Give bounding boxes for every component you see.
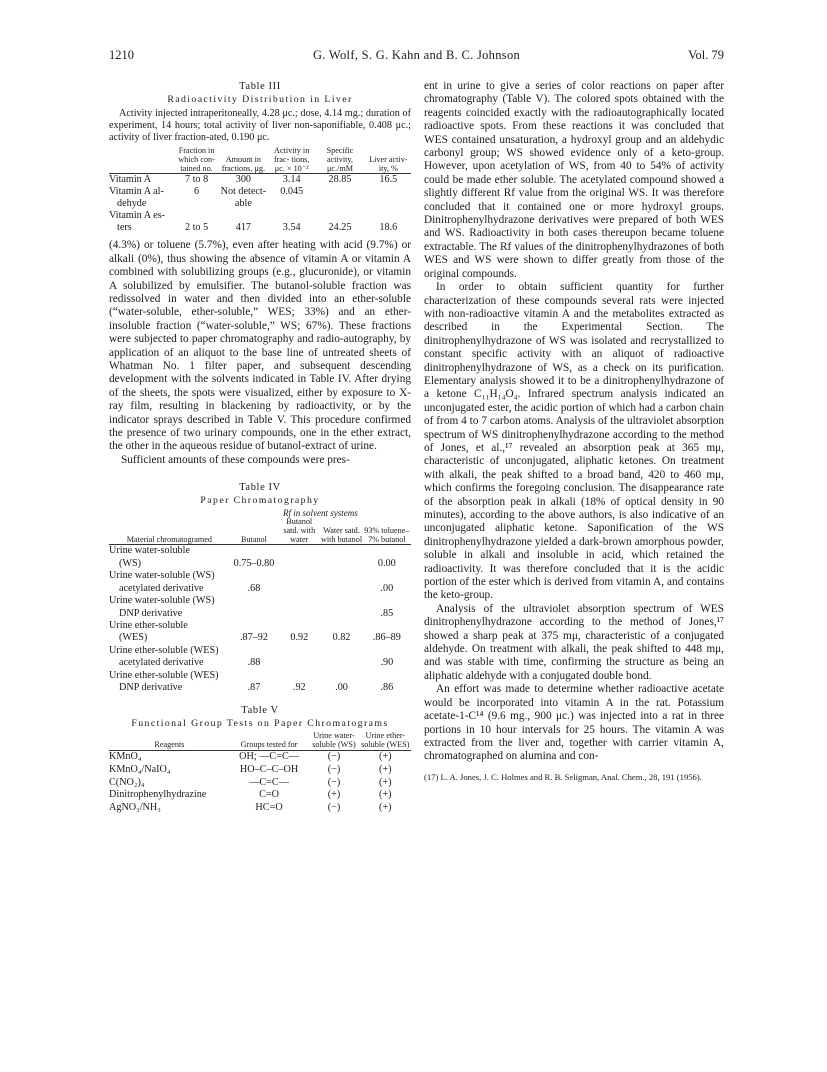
table-cell: 417 bbox=[235, 221, 251, 233]
table-cell bbox=[278, 608, 320, 620]
table-cell: ters bbox=[117, 221, 132, 233]
table4-subtitle: Paper Chromatography bbox=[200, 495, 320, 507]
table3-header-cell: Fraction in which con- tained no. bbox=[178, 146, 215, 173]
table-cell bbox=[278, 657, 320, 669]
table5-header-cell: Groups tested for bbox=[240, 740, 298, 750]
table-cell: (+) bbox=[327, 789, 341, 801]
table4-title: Table IV bbox=[239, 482, 281, 494]
table-cell bbox=[320, 645, 362, 657]
table-cell: acetylated derivative bbox=[119, 657, 204, 669]
table3-header-cell: Specific activity, μc./mM bbox=[326, 146, 354, 173]
table-cell bbox=[230, 545, 278, 558]
table-cell bbox=[320, 583, 362, 595]
table-cell bbox=[366, 210, 411, 222]
table-cell: (−) bbox=[327, 763, 341, 775]
table-row bbox=[109, 802, 411, 815]
table-row bbox=[109, 789, 411, 802]
table4-header-cell: 93% toluene–7% butanol bbox=[364, 525, 410, 544]
table-row bbox=[109, 620, 411, 632]
table-cell bbox=[320, 545, 362, 558]
table-row bbox=[109, 595, 411, 607]
table5-header-cell: Urine water- soluble (WS) bbox=[312, 731, 356, 750]
table-cell bbox=[320, 670, 362, 682]
table-cell bbox=[320, 570, 362, 582]
table-row bbox=[109, 198, 411, 210]
table-cell: 0.82 bbox=[332, 632, 351, 644]
table3-caption: Activity injected intraperitoneally, 4.28 μc.; dose, 4.14 mg.; duration of experiment, 14 hours; total activity of liver non-saponifiable, 0.408 μc.; activity of liver fraction-ated, 0.190 μc. bbox=[109, 108, 411, 143]
table-cell: (−) bbox=[327, 750, 341, 762]
table-cell: Urine water-soluble (WS) bbox=[109, 570, 215, 582]
table-cell bbox=[278, 670, 320, 682]
table-cell: (+) bbox=[379, 789, 392, 801]
table-row bbox=[109, 210, 411, 222]
table-cell: Urine water-soluble (WS) bbox=[109, 595, 215, 607]
table-cell: AgNO₃/NH₃ bbox=[109, 802, 161, 814]
table-cell bbox=[278, 545, 320, 558]
table-cell: Urine water-soluble bbox=[109, 545, 190, 557]
table-cell bbox=[230, 608, 278, 620]
table-cell: 6 bbox=[194, 186, 200, 198]
right-column bbox=[424, 80, 724, 783]
table-row bbox=[109, 583, 411, 595]
table-cell bbox=[278, 570, 320, 582]
table-cell: 0.00 bbox=[377, 557, 396, 569]
table-cell bbox=[230, 645, 278, 657]
table-cell: .85 bbox=[380, 607, 394, 619]
table-cell: 0.75–0.80 bbox=[233, 557, 275, 569]
table3-header-cell bbox=[109, 147, 175, 174]
table-cell: 16.5 bbox=[379, 174, 398, 186]
table-row bbox=[109, 632, 411, 644]
table-row bbox=[109, 764, 411, 777]
body-paragraph: ent in urine to give a series of color reactions on paper after chromatography (Table V). The colored spots obtained with the reagents coincided exactly with the radioautographically located radioactive spots. From these reactions it was concluded that WES contained unsaturation, a hydroxyl group and an aldehydic carbonyl group; WS showed evidence only of a keto-group. However, upon acetylation of WS, from 40 to 54% of activity could be made ether soluble. The acetylated compound showed a slightly different Rf value from the original WS. It was therefore concluded that it contained one or more hydroxyl groups. Dinitrophenylhydrazone derivatives were prepared of both WES and WS. Radioactivity in both cases thereupon became toluene extractable. The Rf values of the dinitrophenylhydrazones of both WES and WS were shown to differ greatly from those of the original compounds. bbox=[424, 80, 724, 280]
table-cell bbox=[218, 210, 269, 222]
table-cell: (+) bbox=[379, 750, 392, 762]
table-row bbox=[109, 570, 411, 582]
body-paragraph: (4.3%) or toluene (5.7%), even after heating with acid (9.7%) or alkali (0%), thus showing the absence of vitamin A or vitamin A combined with solubilizing groups (e.g., glucuronide), or vitamin A solubilized by emulsifier. The butanol-soluble fraction was redissolved in water and then divided into an ether-soluble (“water-soluble, ether-soluble,” WES; 33%) and an ether-insoluble fraction (“water-soluble,” WS; 67%). These fractions were subjected to paper chromatography and radio-autography, by application of an aliquot to the base line of untreated sheets of Whatman No. 1 filter paper, and subsequent descending development with the solvents indicated in Table IV. After drying of the sheets, the spots were visualized, either by exposure to X-ray film, resulting in blackening by radioactivity, or by the indicator sprays described in Table V. This procedure confirmed the presence of two urinary compounds, one in the ether extract, the other in the aqueous residue of butanol-extract of urine. bbox=[109, 239, 411, 453]
table-cell bbox=[320, 595, 362, 607]
table-cell: Urine ether-soluble (WES) bbox=[109, 669, 219, 681]
table-cell bbox=[278, 620, 320, 632]
table-cell bbox=[363, 670, 411, 682]
table-row bbox=[109, 545, 411, 558]
table-cell bbox=[320, 558, 362, 570]
table-cell: .90 bbox=[380, 657, 394, 669]
table-cell bbox=[230, 620, 278, 632]
table-cell bbox=[269, 210, 314, 222]
table-cell: acetylated derivative bbox=[119, 582, 204, 594]
table-row bbox=[109, 682, 411, 694]
table-row bbox=[109, 657, 411, 669]
table-cell bbox=[230, 595, 278, 607]
table-cell: Urine ether-soluble (WES) bbox=[109, 644, 219, 656]
table-cell: KMnO₄/NaIO₄ bbox=[109, 763, 171, 775]
table-cell: Vitamin A es- bbox=[109, 209, 165, 221]
table-row bbox=[109, 174, 411, 186]
table-cell: Urine ether-soluble bbox=[109, 619, 188, 631]
body-paragraph: In order to obtain sufficient quantity for further characterization of these compounds several rats were injected with non-radioactive vitamin A and the metabolites extracted as described in the Experimental Section. The dinitrophenylhydrazone of WS was isolated and recrystallized to constant specific activity with an aliquot of radioactive dinitrophenylhydrazone of WS, as a check on its purification. Elementary analysis showed it to be a dinitrophenylhydrazone of a ketone C₁₁H₁₄O₄. Infrared spectrum analysis indicated an unconjugated ester, the acidic portion of which had a carbon chain of from 4 to 7 carbon atoms. Analysis of the ultraviolet absorption spectrum of WS dinitrophenylhydrazone according to the method of Jones, et al.,¹⁷ revealed an absorption peak at 365 mμ, characteristic of unconjugated, aliphatic ketones. On treatment with alkali, the peak shifted to a broad band, 420 to 460 mμ, which confirms the foregoing conclusion. The disappearance rate of the absorption peak in alkali (18% of optical density in 90 minutes), according to the above authors, is also indicative of an unconjugated aliphatic ketone. Saponification of the WS dinitrophenylhydrazone yielded a dark-brown amorphous powder, soluble in alkali and insoluble in acid, which retained the radioactivity. It was therefore concluded that it is the acidic portion of the ester which is derived from vitamin A, and contains the keto-group. bbox=[424, 281, 724, 602]
table-row bbox=[109, 670, 411, 682]
table-cell bbox=[363, 595, 411, 607]
table-row bbox=[109, 777, 411, 790]
table-cell bbox=[278, 645, 320, 657]
table-cell bbox=[278, 558, 320, 570]
table-cell: 18.6 bbox=[379, 221, 398, 233]
table3-header-cell: Activity in frac- tions, μc. × 10⁻² bbox=[273, 146, 310, 173]
table-cell: (WES) bbox=[119, 632, 148, 644]
table4 bbox=[109, 509, 411, 694]
table-cell: .92 bbox=[292, 681, 306, 693]
table-cell: .00 bbox=[380, 582, 394, 594]
table5 bbox=[109, 732, 411, 815]
body-paragraph: Analysis of the ultraviolet absorption spectrum of WES dinitrophenylhydrazone according to the method of Jones,¹⁷ showed a sharp peak at 375 mμ, characteristic of a conjugated aldehyde. On treatment with alkali, the peak shifted to 448 mμ, and was stable with time, confirming the structure as being an aliphatic aldehyde with a conjugated double bond. bbox=[424, 602, 724, 682]
table-cell bbox=[175, 198, 217, 210]
table-cell: (+) bbox=[379, 763, 392, 775]
table3-header-row bbox=[109, 147, 411, 174]
table-cell: Vitamin A al- bbox=[109, 186, 164, 198]
page-number: 1210 bbox=[109, 48, 134, 62]
table-cell bbox=[230, 570, 278, 582]
table3-subtitle: Radioactivity Distribution in Liver bbox=[167, 94, 353, 105]
table-cell: 7 to 8 bbox=[184, 174, 209, 186]
table3 bbox=[109, 147, 411, 233]
table4-header-cell: Material chromatogramed bbox=[126, 534, 213, 544]
table-cell: Not detect- bbox=[220, 186, 267, 198]
table-row bbox=[109, 222, 411, 234]
table5-header-cell: Urine ether- soluble (WES) bbox=[361, 731, 410, 750]
table3-header-cell: Liver activ- ity, % bbox=[369, 154, 408, 173]
table3-title: Table III bbox=[239, 81, 281, 92]
table5-header-cell: Reagents bbox=[154, 740, 185, 750]
table-cell: .68 bbox=[247, 582, 261, 594]
table-cell: 3.54 bbox=[282, 221, 301, 233]
table-cell bbox=[278, 595, 320, 607]
table-cell bbox=[314, 186, 365, 198]
table-cell: 24.25 bbox=[328, 221, 352, 233]
volume-label: Vol. 79 bbox=[688, 48, 724, 62]
table-cell: HC=O bbox=[255, 802, 283, 814]
table-cell: able bbox=[234, 197, 252, 209]
table-row bbox=[109, 558, 411, 570]
table5-subtitle: Functional Group Tests on Paper Chromatograms bbox=[131, 718, 389, 730]
footnote: (17) L. A. Jones, J. C. Holmes and R. B. Seligman, Anal. Chem., 28, 191 (1956). bbox=[424, 771, 702, 782]
table4-header-cell: Butanol satd. with water bbox=[283, 517, 316, 544]
table-cell: Dinitrophenylhydrazine bbox=[109, 789, 207, 801]
table5-header-row bbox=[109, 732, 411, 750]
left-column bbox=[109, 80, 411, 815]
table4-header-cell: Butanol bbox=[241, 534, 267, 544]
table-cell bbox=[363, 570, 411, 582]
table-cell: DNP derivative bbox=[119, 607, 183, 619]
table-cell bbox=[363, 545, 411, 558]
table-cell bbox=[363, 645, 411, 657]
table3-header-cell: Amount in fractions, μg. bbox=[221, 154, 265, 173]
table-cell: HO–C–C–OH bbox=[239, 763, 299, 775]
table-row bbox=[109, 645, 411, 657]
running-header bbox=[109, 48, 724, 64]
table-row bbox=[109, 750, 411, 763]
table-cell: Vitamin A bbox=[109, 174, 152, 186]
table-cell bbox=[320, 657, 362, 669]
body-paragraph: Sufficient amounts of these compounds were pres- bbox=[121, 453, 350, 466]
body-paragraph: An effort was made to determine whether radioactive acetate would be incorporated into vitamin A in the rat. Potassium acetate-1-C¹⁴ (9.6 mg., 900 μc.) was injected into a rat in three portions in 10 hour intervals for 25 hours. The vitamin A was extracted from the liver and, together with carrier vitamin A, chromatographed on alumina and con- bbox=[424, 683, 724, 763]
table-cell: 3.14 bbox=[282, 174, 301, 186]
table-cell: .87–92 bbox=[239, 632, 268, 644]
table-cell bbox=[366, 186, 411, 198]
table-cell: C(NO₂)₄ bbox=[109, 776, 145, 788]
table-cell: dehyde bbox=[117, 197, 147, 209]
table-cell: (−) bbox=[327, 776, 341, 788]
table-cell: OH; —C=C— bbox=[239, 750, 299, 762]
running-authors: G. Wolf, S. G. Kahn and B. C. Johnson bbox=[312, 48, 521, 62]
table-cell bbox=[320, 620, 362, 632]
table-cell: .88 bbox=[247, 657, 261, 669]
table-cell bbox=[175, 210, 217, 222]
table-cell: (WS) bbox=[119, 557, 142, 569]
table-cell: (+) bbox=[379, 776, 392, 788]
table-cell: (+) bbox=[379, 802, 392, 814]
table-cell: KMnO₄ bbox=[109, 750, 142, 762]
table4-header-row bbox=[109, 518, 411, 545]
table4-header-cell: Water satd. with butanol bbox=[320, 525, 363, 544]
table-cell: 2 to 5 bbox=[184, 221, 209, 233]
table-cell: C=O bbox=[259, 789, 279, 801]
table-cell: —C=C— bbox=[249, 776, 289, 788]
table-cell: .86–89 bbox=[372, 632, 401, 644]
table-cell: .86 bbox=[380, 681, 394, 693]
table-row bbox=[109, 186, 411, 198]
table4-group-header: Rf in solvent systems bbox=[283, 508, 358, 519]
table-cell: (−) bbox=[327, 802, 341, 814]
table-cell: 28.85 bbox=[328, 174, 352, 186]
table-cell bbox=[230, 670, 278, 682]
table-cell bbox=[269, 198, 314, 210]
table-cell: .00 bbox=[335, 681, 348, 693]
table-cell bbox=[363, 620, 411, 632]
table-cell: 300 bbox=[235, 174, 251, 186]
table-cell bbox=[320, 608, 362, 620]
table-cell bbox=[278, 583, 320, 595]
table-cell: 0.045 bbox=[280, 186, 304, 198]
table-cell: .87 bbox=[247, 681, 261, 693]
table-cell bbox=[366, 198, 411, 210]
table-cell: 0.92 bbox=[290, 632, 309, 644]
table-cell bbox=[314, 198, 365, 210]
table-cell bbox=[314, 210, 365, 222]
table-row bbox=[109, 608, 411, 620]
table-cell: DNP derivative bbox=[119, 681, 183, 693]
table5-title: Table V bbox=[241, 705, 279, 717]
